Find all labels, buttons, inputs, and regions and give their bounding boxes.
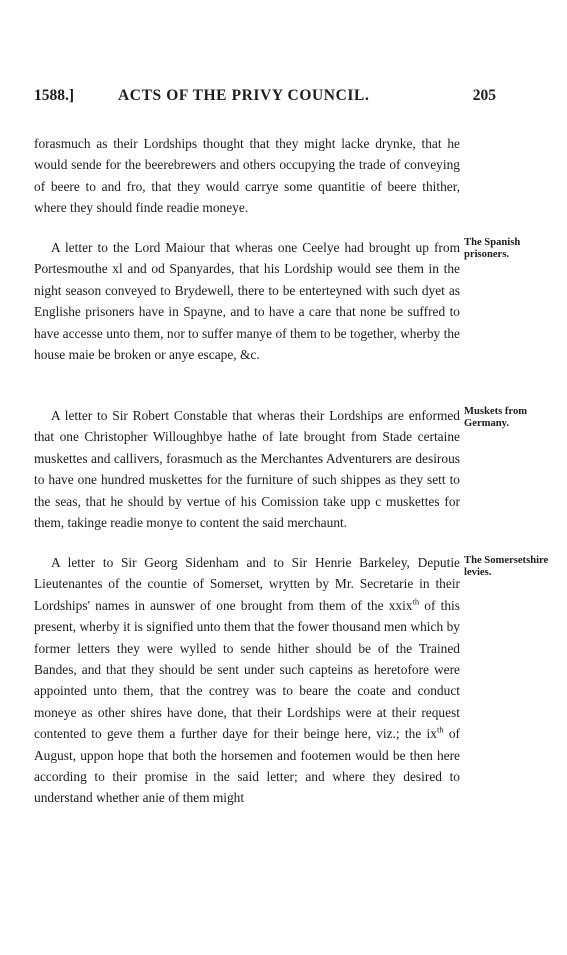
margin-note-spanish-prisoners: The Spanish prisoners. [464, 237, 521, 260]
header-year: 1588.] [34, 87, 75, 104]
paragraph-sidenham-letter [34, 552, 460, 809]
superscript-th: th [412, 596, 420, 607]
paragraph-lord-maiour-letter: A letter to the Lord Maiour that wheras one Ceelye had brought up from Portesmouthe xl and od Spanyardes, that his Lordship would see them in the night season conveyed to Brydewell, there to be enterteyned with such dyet as Englishe prisoners have in Spayne, and to have a care that none be suffred to have accesse unto them, nor to suffer manye of them to be together, wherby the house maie be broken or anye escape, &c. [34, 240, 460, 363]
paragraph-text-part: A letter to Sir Georg Sidenham and to Sir Henrie Barkeley, Deputie Lieutenantes of the countie of Somerset, wrytten by Mr. Secretarie in their Lordships' names in aunswer of one brought from them of the xxix [34, 555, 460, 613]
paragraph-constable-letter: A letter to Sir Robert Constable that wheras their Lordships are enformed that one Christopher Willoughbye hathe of late brought from Stade certaine muskettes and callivers, forasmuch as the Merchantes Adventurers are desirous to have one hundred muskettes for the furniture of such shippes as they sett to the seas, that he should by vertue of his Comission take upp c muskettes for them, takinge readie monye to content the said merchaunt. [34, 408, 460, 531]
page-number: 205 [472, 87, 496, 104]
paragraph-continuation: forasmuch as their Lordships thought that they might lacke drynke, that he would sende for the beerebrewers and others occupying the trade of conveying of beere to and fro, that they would carrye some quantitie of beere thither, where they should finde readie moneye. [34, 136, 460, 216]
running-header [34, 87, 496, 109]
paragraph-text-part: of this present, wherby it is signified unto them that the fower thousand men which by former letters they were wylled to sende hither should be of the Trained Bandes, and that they should be sent under such capteins as heretofore were appointed unto them, that the contrey was to beare the coate and conduct moneye as other shires have done, that their Lordships were at their request contented to geve them a further daye for their beinge here, viz.; the ix [34, 597, 460, 742]
margin-note-muskets: Muskets from Germany. [464, 406, 528, 429]
superscript-th: th [436, 724, 444, 735]
margin-note-somerset-levies: The Somersetshire levies. [464, 555, 549, 578]
paragraph-text-part: of August, uppon hope that both the horsemen and footemen would be then here according to their promise in the said letter; and where they desired to understand whether anie of them might [34, 726, 460, 806]
header-title: ACTS OF THE PRIVY COUNCIL. [118, 87, 370, 104]
